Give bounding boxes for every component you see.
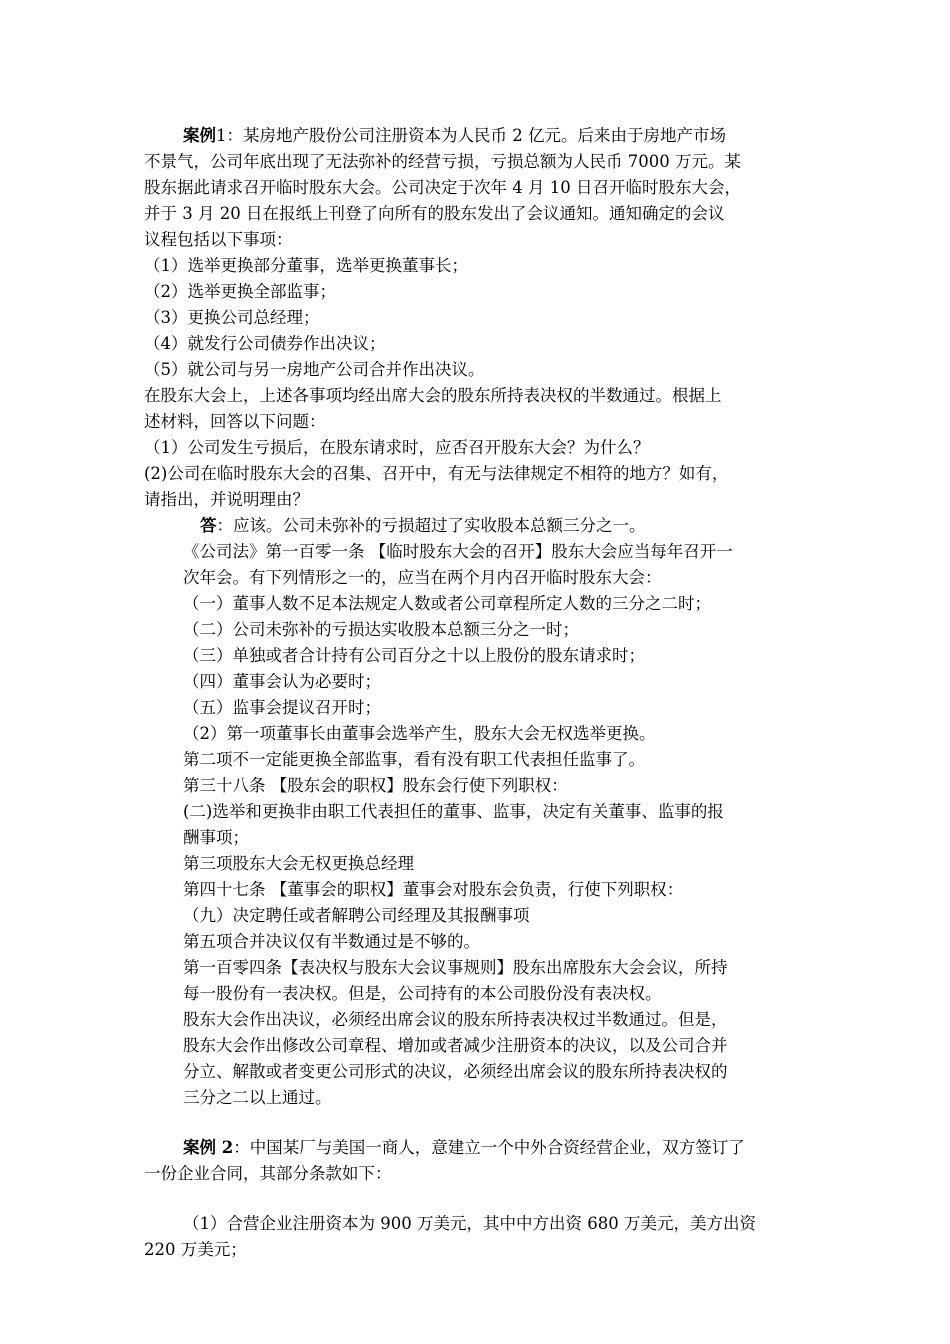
case1-text: 某房地产股份公司注册资本为人民币 2 亿元。后来由于房地产市场 [243,126,726,145]
answer-line: 三分之二以上通过。 [183,1088,332,1107]
answer-line: 第四十七条 【董事会的职权】董事会对股东会负责，行使下列职权： [183,880,684,899]
answer-line: (二)选举和更换非由职工代表担任的董事、监事，决定有关董事、监事的报 [183,802,724,821]
agenda-item: （2）选举更换全部监事； [144,282,336,301]
case1-text-line: 不景气，公司年底出现了无法弥补的经营亏损，亏损总额为人民币 7000 万元。某 [144,152,741,171]
case2-clause-line: 220 万美元； [144,1240,247,1259]
case2-text: ：中国某厂与美国一商人，意建立一个中外合资经营企业，双方签订了 [233,1138,745,1157]
question-line: 请指出，并说明理由？ [144,490,309,509]
question-line: （1）公司发生亏损后，在股东请求时，应否召开股东大会？为什么？ [144,438,650,457]
agenda-item: （1）选举更换部分董事，选举更换董事长； [144,256,468,275]
case1-text-line: 股东据此请求召开临时股东大会。公司决定于次年 4 月 10 日召开临时股东大会， [144,178,741,197]
answer-line: （二）公司未弥补的亏损达实收股本总额三分之一时； [183,620,579,639]
answer-line: 次年会。有下列情形之一的，应当在两个月内召开临时股东大会： [183,568,662,587]
answer-line: 第二项不一定能更换全部监事，看有没有职工代表担任监事了。 [183,750,645,769]
answer-text: ：应该。公司未弥补的亏损超过了实收股本总额三分之一。 [216,516,646,535]
answer-line: （五）监事会提议召开时； [183,698,381,717]
agenda-item: （3）更换公司总经理； [144,308,320,327]
answer-line: 酬事项； [183,828,249,847]
answer-line: （四）董事会认为必要时； [183,672,381,691]
case1-number: 1： [216,126,243,145]
answer-line: （三）单独或者合计持有公司百分之十以上股份的股东请求时； [183,646,645,665]
case1-text-line: 议程包括以下事项： [144,230,293,249]
answer-line: 第三十八条 【股东会的职权】股东会行使下列职权： [183,776,568,795]
agenda-item: （5）就公司与另一房地产公司合并作出决议。 [144,360,485,379]
case2-clause-line: （1）合营企业注册资本为 900 万美元，其中中方出资 680 万美元，美方出资 [183,1214,756,1233]
case1-first-line [0,123,950,149]
case2-title: 案例 2 [183,1138,234,1157]
answer-line: 第一百零四条【表决权与股东大会议事规则】股东出席股东大会会议，所持 [183,958,728,977]
answer-line: 股东大会作出决议，必须经出席会议的股东所持表决权过半数通过。但是， [183,1010,728,1029]
answer-line: 第三项股东大会无权更换总经理 [183,854,414,873]
answer-line: （一）董事人数不足本法规定人数或者公司章程所定人数的三分之二时； [183,594,711,613]
answer-line: （2）第一项董事长由董事会选举产生，股东大会无权选举更换。 [183,724,656,743]
agenda-item: （4）就发行公司债券作出决议； [144,334,386,353]
case2-first-line [0,1135,950,1161]
answer-label: 答 [200,516,217,535]
answer-line: 每一股份有一表决权。但是，公司持有的本公司股份没有表决权。 [183,984,662,1003]
answer-line: 《公司法》第一百零一条 【临时股东大会的召开】股东大会应当每年召开一 [183,542,733,561]
answer-line: 分立、解散或者变更公司形式的决议，必须经出席会议的股东所持表决权的 [183,1062,728,1081]
case1-text-line: 述材料，回答以下问题： [144,412,326,431]
case2-text-line: 一份企业合同，其部分条款如下： [144,1164,392,1183]
case1-text-line: 在股东大会上，上述各事项均经出席大会的股东所持表决权的半数通过。根据上 [144,386,722,405]
answer-line: 股东大会作出修改公司章程、增加或者减少注册资本的决议，以及公司合并 [183,1036,728,1055]
case1-title: 案例 [183,126,216,145]
answer-line: （九）决定聘任或者解聘公司经理及其报酬事项 [183,906,530,925]
question-line: (2)公司在临时股东大会的召集、召开中，有无与法律规定不相符的地方？如有， [144,464,729,483]
answer-first-line [0,513,950,539]
answer-line: 第五项合并决议仅有半数通过是不够的。 [183,932,480,951]
case1-text-line: 并于 3 月 20 日在报纸上刊登了向所有的股东发出了会议通知。通知确定的会议 [144,204,725,223]
